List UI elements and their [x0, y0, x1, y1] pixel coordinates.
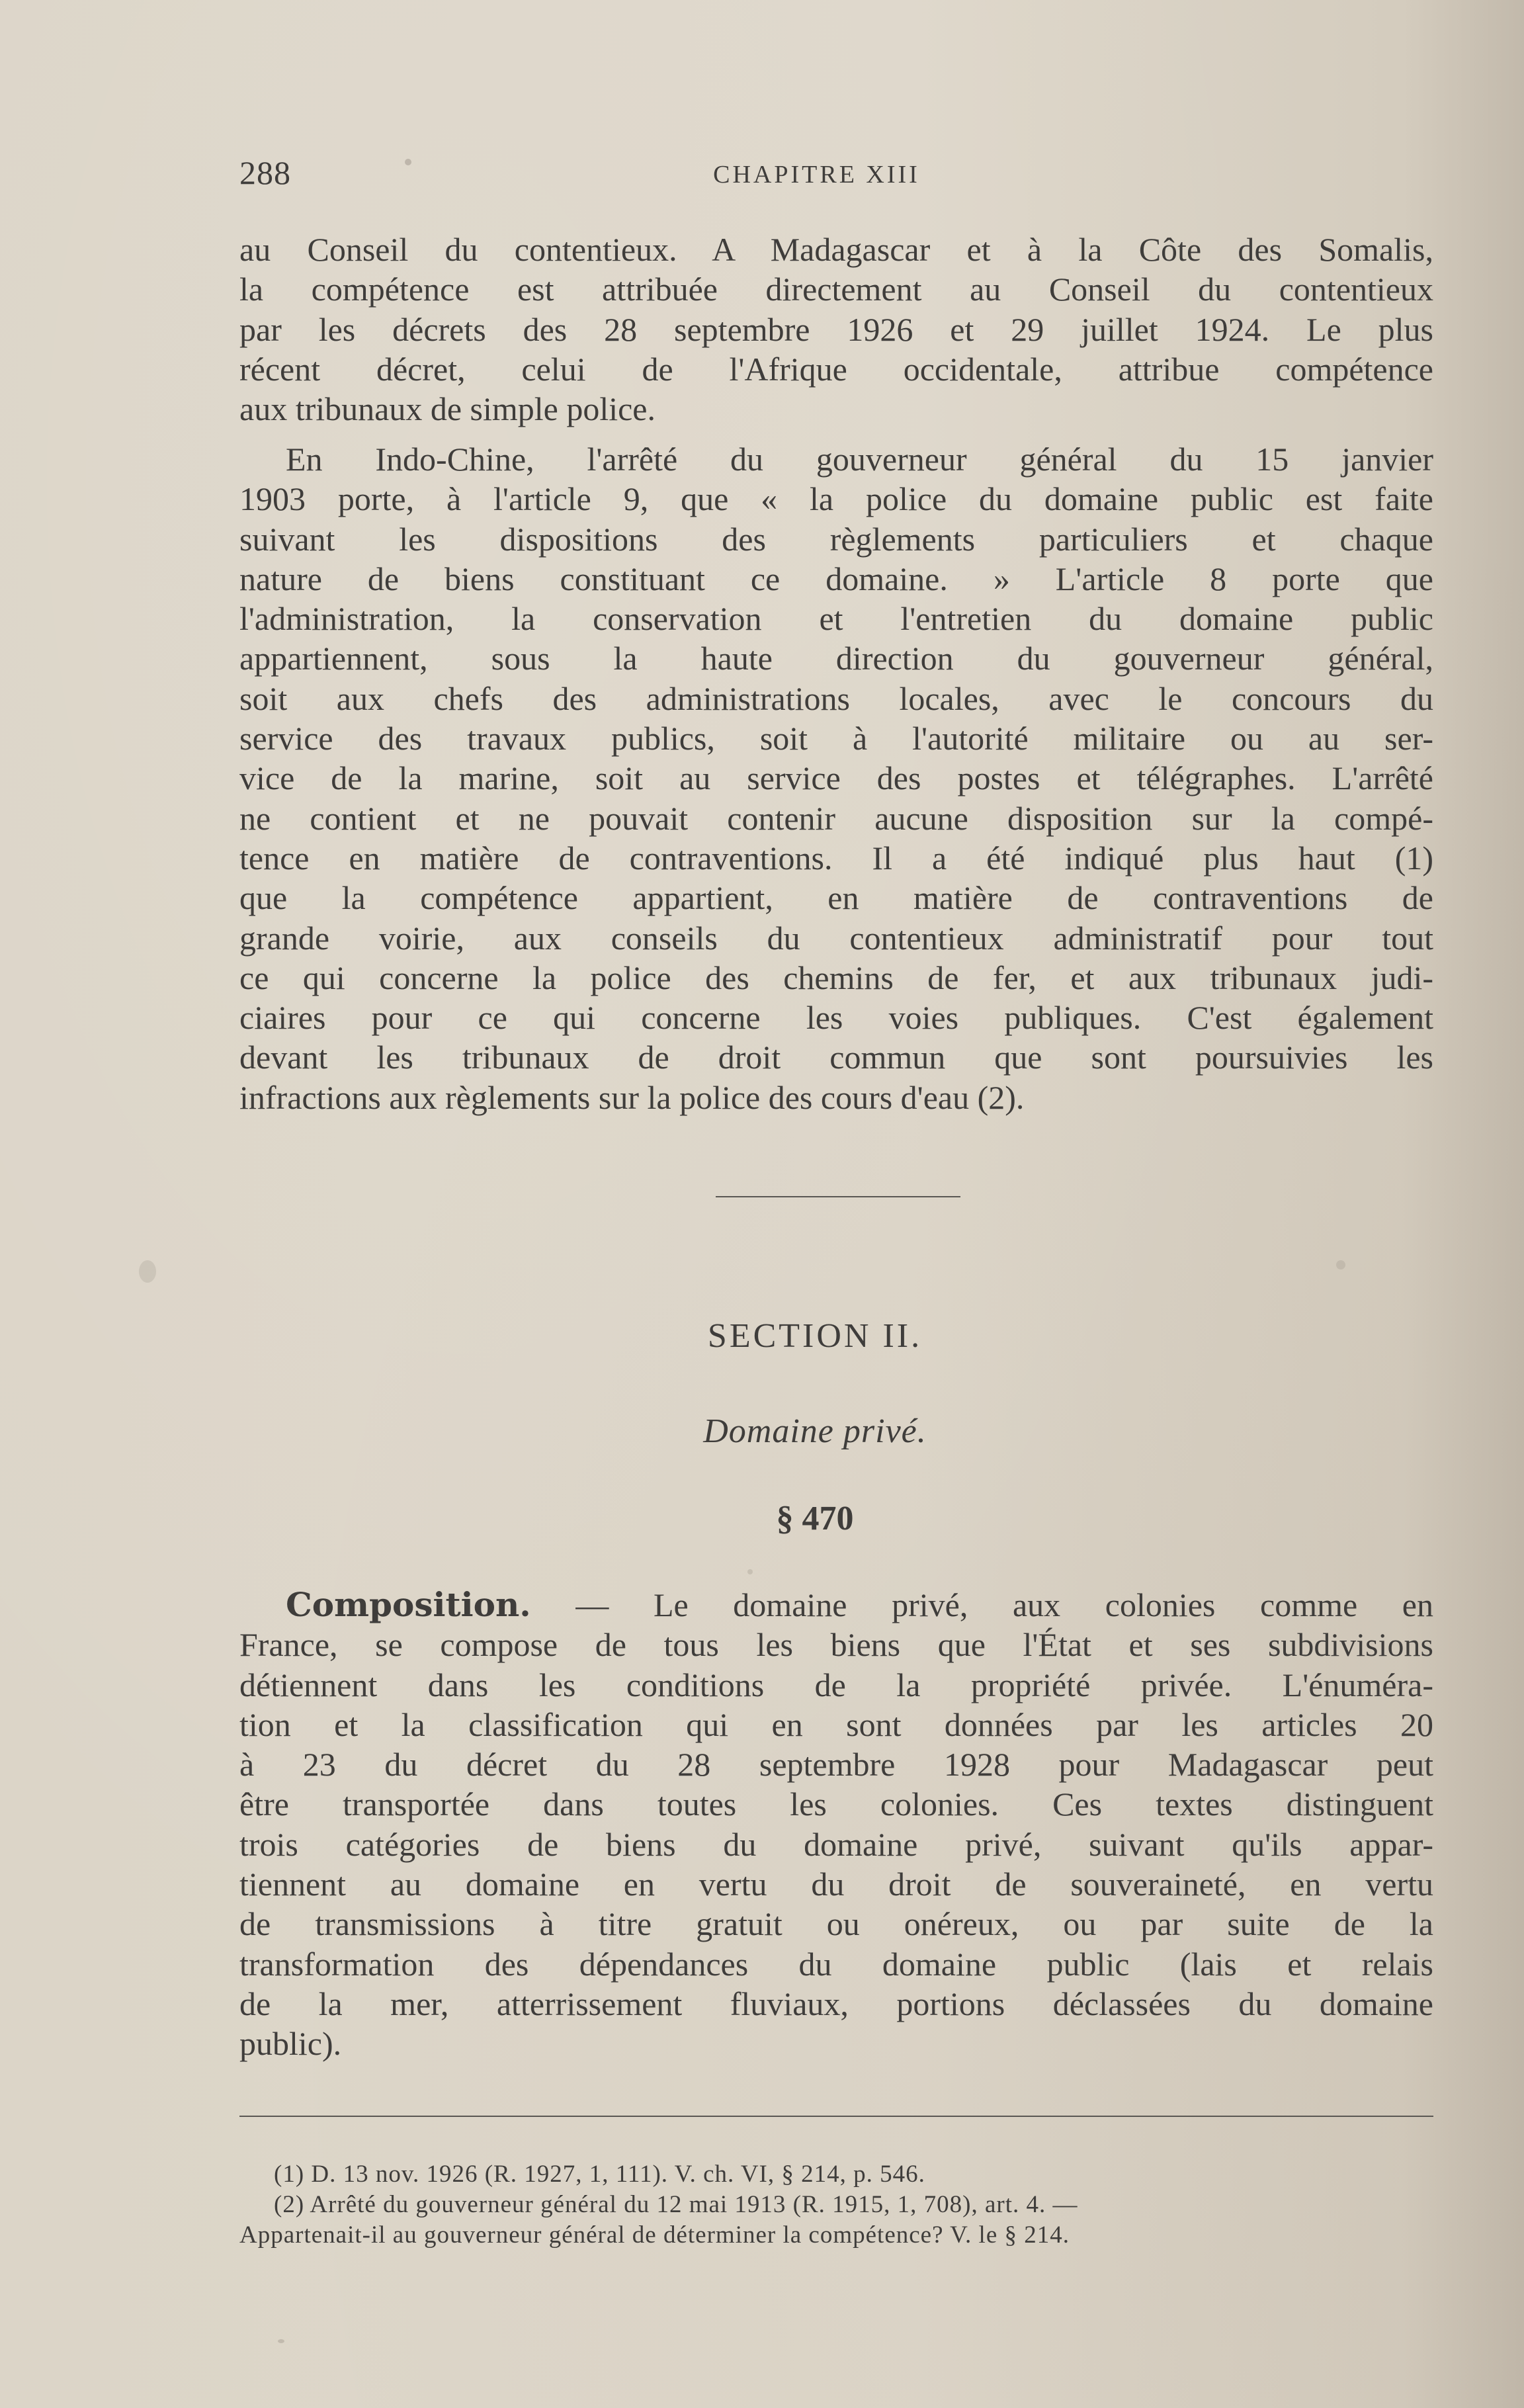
text-line: tion et la classification qui en sont données par les articles 20: [239, 1705, 1433, 1743]
footnote-1: (1) D. 13 nov. 1926 (R. 1927, 1, 111). V. ch. VI, § 214, p. 546.: [274, 2161, 925, 2188]
text-line: infractions aux règlements sur la police des cours d'eau (2).: [239, 1078, 1025, 1116]
footnote-2: (2) Arrêté du gouverneur général du 12 mai 1913 (R. 1915, 1, 708), art. 4. —: [274, 2191, 1078, 2218]
text-line: que la compétence appartient, en matière de contraventions de: [239, 879, 1433, 917]
text-line: devant les tribunaux de droit commun que sont poursuivies les: [239, 1039, 1433, 1076]
text-line: de transmissions à titre gratuit ou onéreux, ou par suite de la: [239, 1905, 1433, 1943]
text-line: suivant les dispositions des règlements particuliers et chaque: [239, 520, 1433, 558]
section-subtitle: Domaine privé.: [703, 1412, 927, 1450]
text-line: de la mer, atterrissement fluviaux, portions déclassées du domaine: [239, 1985, 1433, 2022]
text-line: trois catégories de biens du domaine privé, suivant qu'ils appar-: [239, 1825, 1433, 1863]
text-fragment: — Le domaine privé, aux colonies comme en: [530, 1586, 1433, 1623]
section-number: § 470: [776, 1500, 854, 1537]
text-line: récent décret, celui de l'Afrique occidentale, attribue compétence: [239, 350, 1433, 388]
text-line: tence en matière de contraventions. Il a été indiqué plus haut (1): [239, 839, 1433, 877]
paper-speck: [405, 159, 411, 165]
text-line: appartiennent, sous la haute direction du gouverneur général,: [239, 640, 1433, 677]
running-head: CHAPITRE XIII: [713, 161, 920, 189]
paper-speck: [278, 2339, 284, 2343]
text-line: ce qui concerne la police des chemins de fer, et aux tribunaux judi-: [239, 959, 1433, 996]
text-line: ciaires pour ce qui concerne les voies publiques. C'est également: [239, 999, 1433, 1037]
text-line: [239, 1585, 1433, 1625]
footnotes: [239, 2159, 1433, 2251]
page-number: 288: [239, 154, 291, 191]
text-line: transformation des dépendances du domaine public (lais et relais: [239, 1945, 1433, 1983]
paragraph-lead: Composition.: [286, 1585, 531, 1624]
text-line: par les décrets des 28 septembre 1926 et 29 juillet 1924. Le plus: [239, 310, 1433, 348]
footnote-2-continued: Appartenait-il au gouverneur général de déterminer la compétence? V. le § 214.: [239, 2221, 1070, 2249]
text-line: grande voirie, aux conseils du contentieux administratif pour tout: [239, 919, 1433, 957]
footnote-rule: [239, 2116, 1433, 2117]
paper-speck: [1336, 1260, 1345, 1269]
text-line: au Conseil du contentieux. A Madagascar et à la Côte des Somalis,: [239, 231, 1433, 268]
text-line: à 23 du décret du 28 septembre 1928 pour Madagascar peut: [239, 1746, 1433, 1784]
text-line: public).: [239, 2025, 342, 2063]
text-line: service des travaux publics, soit à l'autorité militaire ou au ser-: [239, 720, 1433, 757]
paragraph-continuation: [239, 230, 1433, 429]
text-line: tiennent au domaine en vertu du droit de souveraineté, en vertu: [239, 1866, 1433, 1903]
page-header: [239, 153, 1433, 200]
text-line: l'administration, la conservation et l'entretien du domaine public: [239, 600, 1433, 638]
section-title: SECTION II.: [707, 1317, 923, 1355]
text-line: ne contient et ne pouvait contenir aucune disposition sur la compé-: [239, 799, 1433, 837]
paper-speck: [747, 1569, 753, 1574]
paper-speck: [139, 1260, 156, 1283]
section-divider: [716, 1196, 960, 1197]
text-line: 1903 porte, à l'article 9, que « la police du domaine public est faite: [239, 480, 1433, 518]
text-line: la compétence est attribuée directement au Conseil du contentieux: [239, 271, 1433, 308]
text-line: soit aux chefs des administrations locales, avec le concours du: [239, 679, 1433, 717]
text-line: nature de biens constituant ce domaine. » L'article 8 porte que: [239, 560, 1433, 597]
text-line: vice de la marine, soit au service des postes et télégraphes. L'arrêté: [239, 759, 1433, 797]
text-line: détiennent dans les conditions de la propriété privée. L'énuméra-: [239, 1666, 1433, 1703]
text-line: être transportée dans toutes les colonies. Ces textes distinguent: [239, 1785, 1433, 1823]
paragraph-indo-chine: [239, 439, 1433, 1117]
text-line: France, se compose de tous les biens que l'État et ses subdivisions: [239, 1626, 1433, 1664]
paragraph-composition: [239, 1585, 1433, 2064]
text-line: aux tribunaux de simple police.: [239, 390, 656, 428]
text-line: En Indo-Chine, l'arrêté du gouverneur général du 15 janvier: [286, 441, 1433, 478]
